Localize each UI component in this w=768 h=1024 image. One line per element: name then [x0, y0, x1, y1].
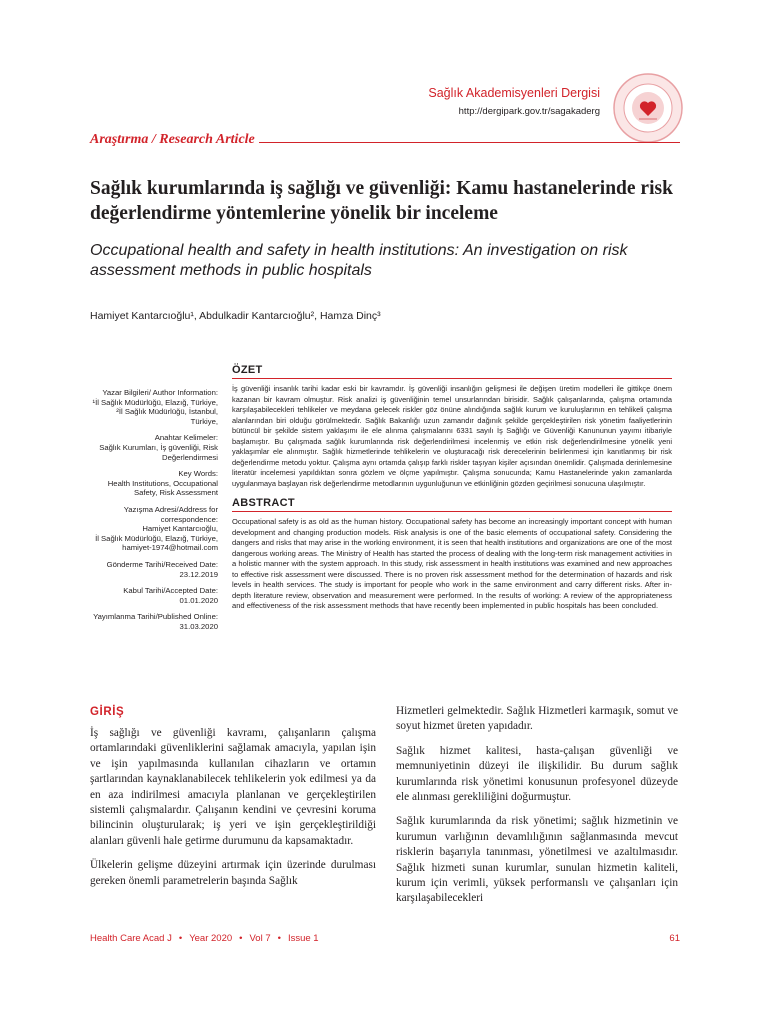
keywords-tr-label: Anahtar Kelimeler:	[154, 433, 218, 443]
body-paragraph: Hizmetleri gelmektedir. Sağlık Hizmetleri karmaşık, somut ve soyut hizmet üreten yapıdadır.	[396, 705, 678, 733]
received-label: Gönderme Tarihi/Received Date:	[106, 559, 218, 569]
body-paragraph: İş sağlığı ve güvenliği kavramı, çalışanların çalışma ortamlarındaki güvenliklerini sağlamak amacıyla, yapılan işin ve işin yapılmasında kullanılan cihazların ve ortamın şartlarından kaynaklanabilecek tehlikelerin yok edilmesi ya da en aza indirilmesi amacıyla planlanan ve gerçekleştirilen sistemli çalışmalardır. Çalışanın kendini ve çevresini koruma bilincinin oluşturularak; iş yeri ve işin gerçekleştirildiği alanları güvenli hale getirme durumunu da kapsamaktadır.	[90, 727, 376, 847]
article-type: Araştırma / Research Article	[90, 132, 259, 147]
ozet-text: İş güvenliği insanlık tarihi kadar eski bir kavramdır. İş güvenliği insanlığın gelişmesi ile değişen üretim modelleri ile gittikçe önem kazanan bir kavram olmuştur. Risk analizi iş güvenliğinin temel unsurlarından birisidir. Sağlık çalışanlarında, çalışma ortamında karşılaşabilecekleri tehlikeler ve meydana gelecek riskler göz önüne alındığında sağlık kurum ve kuruluşlarının en tehlikeli çalışma alanlarından biri olduğu görülmektedir. Sağlık Bakanlığı uzun zamandır dağınık şekilde gerçekleştirilen risk yönetim faaliyetlerinin bütüncül bir şekilde sistem yaklaşımı ile ele alınma çalışmalarını 6331 sayılı İş Sağlığı ve Güvenliği Kanununun yayımı itibariyle başlamıştır. Bu çalışmada sağlık kurumlarında risk değerlendirilmesi incelenmiş ve etkin risk değerlendirilmesine yönelik yeni yaklaşımlar ele alınmıştır. Sağlık hizmetlerinde tehlikelerin ve oluşturacağı risk derecelerinin belirlenmesi için kanıtlanmış bir risk değerlendirme metodu yoktur. Çalışma aynı ortamda çalışıp farklı riskler taşıyan kişiler açısından önemlidir. Çalışmada derinlemesine literatür incelemesi yapıldıktan sonra gözlem ve ölçme yapılmıştır. Çalışma sonucunda; Kamu Hastanelerinde yakın zamanlarda uygulanmaya başlayan risk değerlendirme metodlarının uygunluğunun ve etkinliğinin gözden geçirilmesi sonucuna ulaşılmıştır.	[232, 384, 672, 488]
correspondence-label: Yazışma Adresi/Address for correspondence:	[123, 504, 218, 524]
page-number: 61	[669, 933, 680, 944]
title-turkish: Sağlık kurumlarında iş sağlığı ve güvenliği: Kamu hastanelerinde risk değerlendirme yöntemlerine yönelik bir inceleme	[90, 178, 673, 224]
body-paragraph: Sağlık hizmet kalitesi, hasta-çalışan güvenliği ve memnuniyetinin düzeyi ile ilişkilidir. Bu durum sağlık kurumlarında risk yönetimi konusunun profesyonel düzeyde ele alınması gerekliliğini doğurmuştur.	[396, 744, 678, 804]
author-info-label: Yazar Bilgileri/ Author Information:	[102, 388, 218, 397]
keywords-en: Health Institutions, Occupational Safety, Risk Assessment	[107, 478, 218, 498]
footer-year: Year 2020	[189, 933, 233, 944]
accepted-date: 01.01.2020	[179, 595, 218, 605]
article-info-sidebar	[90, 388, 218, 638]
giris-heading: GİRİŞ	[90, 706, 125, 718]
journal-url[interactable]: http://dergipark.gov.tr/sagakaderg	[458, 106, 600, 117]
journal-name: Sağlık Akademisyenleri Dergisi	[428, 86, 600, 100]
correspondence-name: Hamiyet Kantarcıoğlu,	[142, 524, 218, 534]
correspondence-address: İl Sağlık Müdürlüğü, Elazığ, Türkiye,	[95, 533, 218, 543]
author-list: Hamiyet Kantarcıoğlu¹, Abdulkadir Kantarcıoğlu², Hamza Dinç³	[90, 310, 381, 322]
abstract-heading: ABSTRACT	[232, 497, 672, 512]
footer-journal: Health Care Acad J	[90, 933, 172, 944]
footer-bullet: •	[178, 933, 183, 944]
body-paragraph: Ülkelerin gelişme düzeyini artırmak için üzerinde durulması gereken önemli parametrelerin başında Sağlık	[90, 859, 376, 887]
received-date: 23.12.2019	[179, 569, 218, 579]
keywords-tr: Sağlık Kurumları, İş güvenliği, Risk Değerlendirmesi	[99, 442, 218, 462]
body-paragraph: Sağlık kurumlarında da risk yönetimi; sağlık hizmetinin ve kurumun varlığının devamlılığının sağlanmasında mevcut risklerin başarıyla tanınması, yönetilmesi ve azaltılmasıdır. Sağlık hizmeti sunan kurumlar, sunulan hizmetin kaliteli, kurum için verimli, yüksek performanslı ve çalışanları için karşılaşabilecekleri	[396, 815, 678, 905]
accepted-label: Kabul Tarihi/Accepted Date:	[123, 586, 218, 596]
published-date: 31.03.2020	[179, 621, 218, 631]
page-footer	[90, 933, 680, 944]
footer-bullet: •	[277, 933, 281, 944]
footer-bullet: •	[239, 933, 243, 944]
correspondence-email[interactable]: hamiyet-1974@hotmail.com	[122, 543, 218, 553]
footer-volume: Vol 7	[249, 933, 271, 944]
title-english: Occupational health and safety in health institutions: An investigation on risk assessment methods in public hospitals	[90, 242, 628, 279]
footer-issue: Issue 1	[287, 933, 319, 944]
article-type-bar	[90, 130, 680, 150]
body-column-left	[90, 706, 376, 898]
body-column-right	[396, 704, 678, 916]
published-label: Yayımlanma Tarihi/Published Online:	[93, 612, 218, 622]
abstract-text: Occupational safety is as old as the human history. Occupational safety has become an increasingly important concept with human development and changing production models. Risk analysis is one of the basic elements of occupational safety. Considering the dangers and risks that may arise in the working environment, it is seen that health institutions and organizations are one of the most dangerous working areas. The Ministry of Health has started the process of dealing with the long-term risk management activities in a holistic manner with the system approach. In this study, risk assessment in health institutions was examined and new approaches to effective risk assessment were discussed. There is no proven risk assessment method for the determination of hazards and risk levels in health services. The study is important for people who work in the same environment and carry different risks. After in-depth literature review, observation and measurement were performed. In the results of working: A review of the appropriateness and effectiveness of the risk assessment methods that have recently been implemented in public hospitals has been concluded.	[232, 517, 672, 610]
ozet-heading: ÖZET	[232, 364, 672, 379]
affiliation-1: ¹İl Sağlık Müdürlüğü, Elazığ, Türkiye,	[92, 397, 218, 407]
keywords-en-label: Key Words:	[178, 469, 218, 479]
abstract-section	[232, 364, 672, 620]
affiliation-2: ²İl Sağlık Müdürlüğü, İstanbul, Türkiye,	[116, 407, 218, 426]
